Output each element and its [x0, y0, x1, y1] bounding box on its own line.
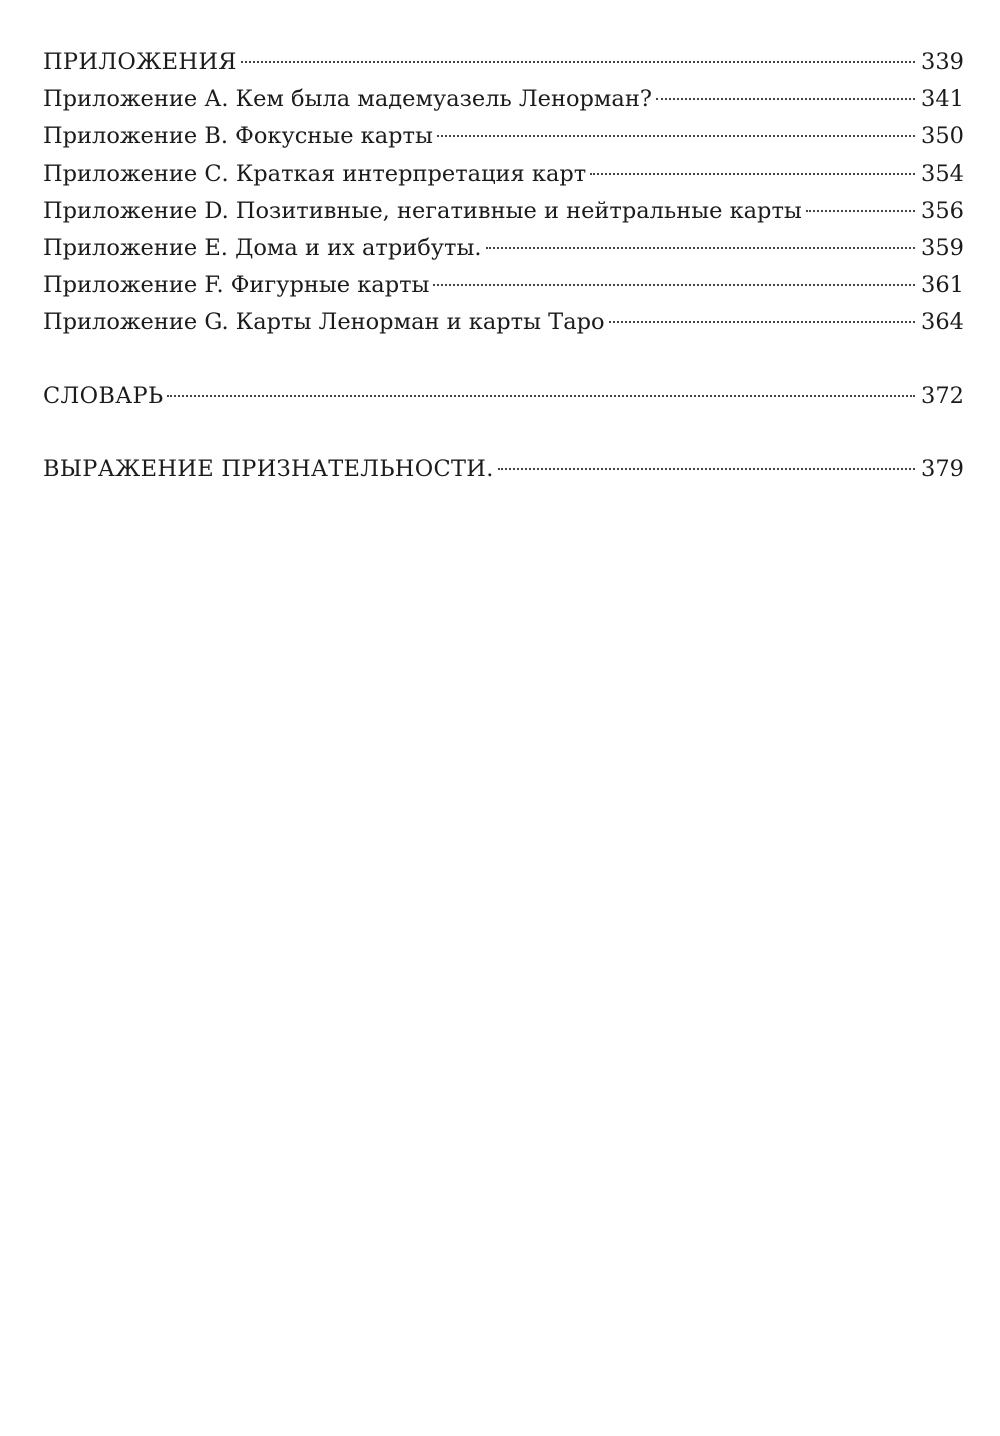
toc-entry-page-number: 359	[921, 234, 964, 261]
toc-entry-title: Приложение D. Позитивные, негативные и нейтральные карты	[43, 197, 802, 224]
toc-entry-glossary[interactable]	[43, 378, 964, 415]
toc-entry-appendix-f[interactable]	[43, 267, 964, 304]
toc-entry-appendices[interactable]	[43, 44, 964, 81]
dot-leader	[241, 61, 915, 63]
dot-leader	[590, 173, 915, 175]
toc-entry-title: ПРИЛОЖЕНИЯ	[43, 49, 237, 75]
dot-leader	[609, 321, 915, 323]
toc-entry-appendix-c[interactable]	[43, 156, 964, 193]
dot-leader	[433, 284, 915, 286]
toc-entry-appendix-b[interactable]	[43, 118, 964, 155]
toc-entry-appendix-d[interactable]	[43, 193, 964, 230]
toc-entry-page-number: 372	[921, 382, 964, 409]
toc-entry-page-number: 341	[921, 86, 964, 113]
toc-entry-acknowledgements[interactable]	[43, 451, 964, 488]
toc-entry-title: Приложение F. Фигурные карты	[43, 272, 430, 299]
toc-entry-page-number: 339	[921, 49, 964, 75]
dot-leader	[486, 247, 916, 249]
toc-entry-title: СЛОВАРЬ	[43, 382, 164, 409]
toc-entry-page-number: 364	[921, 309, 964, 336]
toc-entry-title: Приложение А. Кем была мадемуазель Ленорман?	[43, 86, 652, 113]
toc-entry-title: Приложение Е. Дома и их атрибуты.	[43, 234, 482, 261]
dot-leader	[806, 210, 915, 212]
toc-entry-page-number: 379	[921, 455, 964, 482]
table-of-contents	[43, 44, 964, 488]
toc-entry-title: Приложение С. Краткая интерпретация карт	[43, 160, 587, 187]
dot-leader	[167, 395, 915, 397]
dot-leader	[498, 468, 915, 470]
toc-entry-appendix-a[interactable]	[43, 81, 964, 118]
toc-entry-title: Приложение G. Карты Ленорман и карты Таро	[43, 309, 605, 336]
toc-entry-title: ВЫРАЖЕНИЕ ПРИЗНАТЕЛЬНОСТИ.	[43, 455, 494, 482]
toc-entry-appendix-e[interactable]	[43, 230, 964, 267]
dot-leader	[656, 98, 915, 100]
dot-leader	[437, 135, 915, 137]
toc-entry-page-number: 354	[921, 160, 964, 187]
toc-entry-page-number: 350	[921, 123, 964, 150]
toc-entry-appendix-g[interactable]	[43, 304, 964, 341]
toc-entry-title: Приложение В. Фокусные карты	[43, 123, 433, 150]
toc-entry-page-number: 356	[921, 197, 964, 224]
toc-entry-page-number: 361	[921, 272, 964, 299]
